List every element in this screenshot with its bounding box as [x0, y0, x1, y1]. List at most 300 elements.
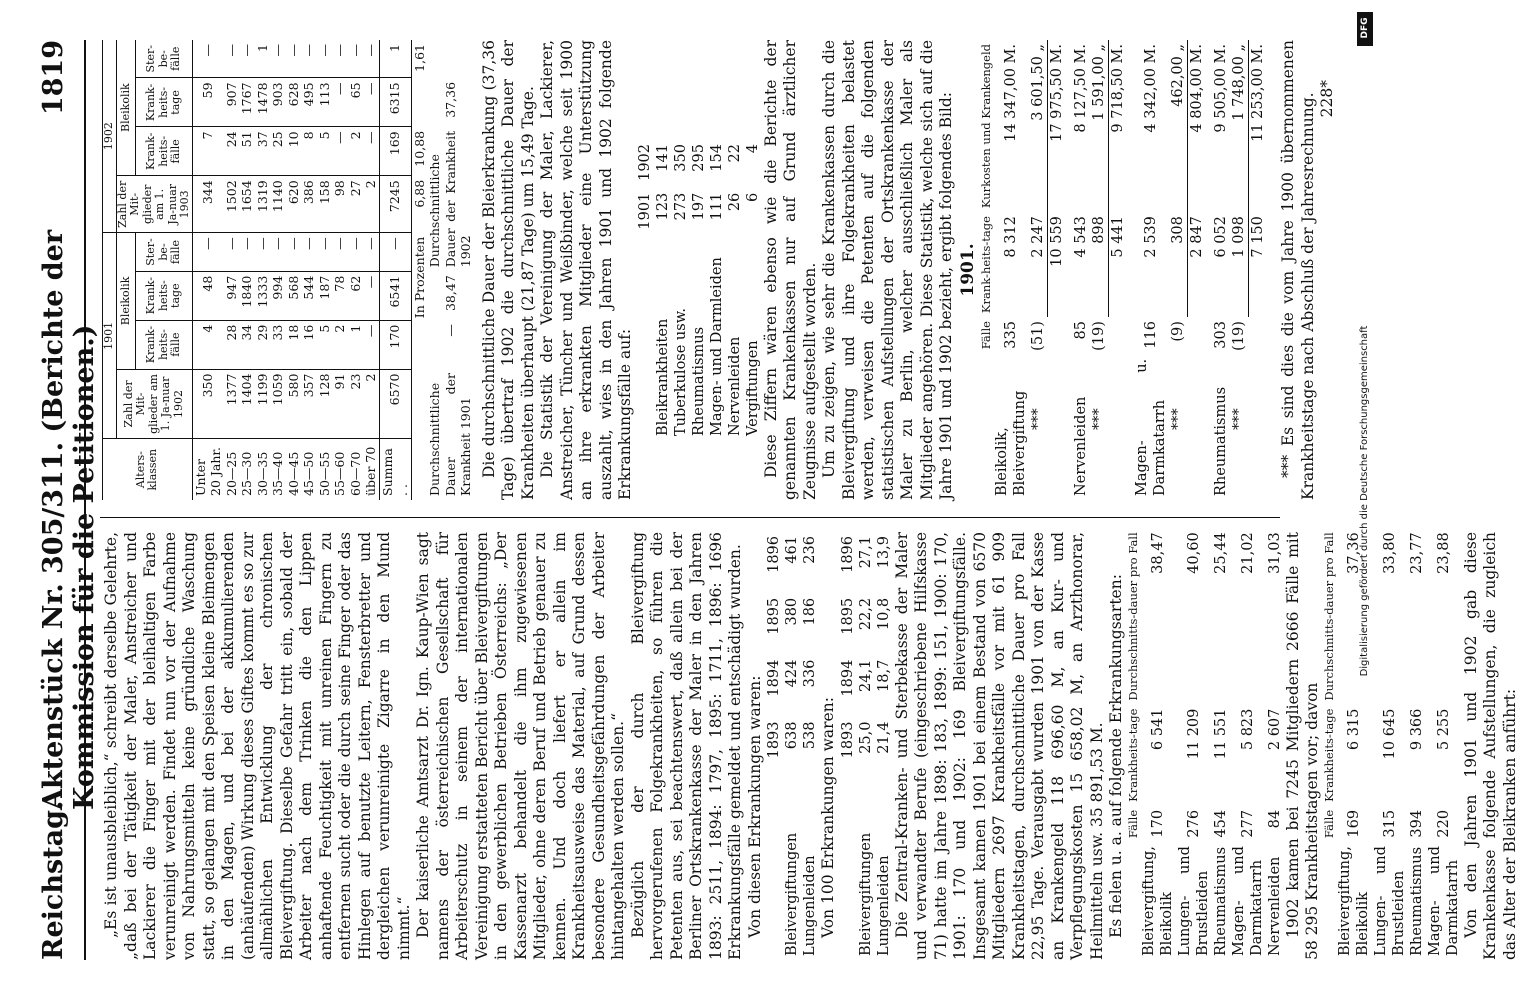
table-row: [192, 40, 224, 500]
cell: 620: [286, 176, 302, 233]
row-label: Lungen- und Brustleiden: [1372, 846, 1407, 956]
cell: —: [317, 40, 333, 78]
cell: 344: [192, 176, 224, 233]
cell: 25,0: [857, 721, 874, 754]
cell: 1 591,00 „: [1091, 44, 1107, 121]
table-row: [993, 40, 1029, 500]
cell: 236: [802, 536, 818, 564]
cell: 6 315: [1345, 708, 1362, 751]
cell: 18: [286, 320, 302, 369]
cell: —: [301, 40, 317, 78]
cell: 628: [286, 78, 302, 127]
year-header: 1902: [636, 144, 653, 181]
cell: 1,61: [411, 44, 427, 72]
cell: —: [192, 233, 224, 271]
table-row: [690, 140, 708, 440]
cell: 113: [317, 78, 333, 127]
age-label: 20—25: [223, 451, 239, 496]
members-header: Zahl der Mit-glieder am 1. Ja-nuar 1902: [116, 369, 192, 439]
illness-table-1901: [1127, 528, 1284, 960]
cell: —: [348, 233, 364, 271]
percent-label: In Prozenten: [411, 236, 427, 319]
table-caption: Von 100 Erkrankungen waren:: [819, 697, 837, 938]
cell: 495: [301, 78, 317, 127]
row-label: Bleivergiftung, Bleikolik: [1140, 846, 1175, 956]
row-label: Lungenleiden: [802, 855, 818, 956]
table-row: [801, 532, 819, 960]
cell: 128: [317, 369, 333, 439]
cell: 903: [270, 78, 286, 127]
cell: 10,88: [411, 130, 427, 167]
age-class-table: [102, 40, 474, 500]
cell: —: [379, 233, 411, 271]
cell: 62: [348, 271, 364, 320]
cell: —: [224, 40, 240, 78]
table-row: [783, 532, 801, 960]
table-row: [672, 140, 690, 440]
age-label: 60—70: [347, 451, 363, 496]
row-label: Vergiftungen: [744, 340, 761, 436]
cell: 14 347,00 M.: [1003, 44, 1019, 142]
age-label: 40—45: [285, 451, 301, 496]
row-label: Rheumatismus: [690, 326, 707, 436]
lead-colic-header: Bleikolik: [116, 233, 136, 369]
table-row: [857, 532, 875, 960]
cell: 357: [301, 369, 317, 439]
cell: 580: [286, 369, 302, 439]
total-cell: 7 150: [1249, 212, 1268, 317]
row-label: Bleikolik, Bleivergiftung: [994, 390, 1028, 496]
cell: 169: [1345, 809, 1362, 838]
cell: 454: [1212, 809, 1229, 838]
cell: 8: [301, 127, 317, 176]
cell: 3 601,50 „: [1030, 44, 1046, 121]
cell: 22,2: [857, 597, 874, 631]
cell: —: [286, 40, 302, 78]
paragraph: Diese Ziffern wären ebenso wie die Berichte der genannten Krankenkassen nur auf Grund ärztlicher Zeugnisse aufgestellt worden.: [761, 40, 819, 500]
left-column: [102, 532, 1520, 960]
cell: 6 541: [1149, 708, 1166, 751]
table-row: [1090, 40, 1109, 500]
average-row: [427, 40, 474, 500]
cell: 1404: [239, 369, 255, 439]
cell: 187: [317, 271, 333, 320]
age-label: 45—50: [301, 451, 316, 496]
cell: 33: [270, 320, 286, 369]
cell: (51): [1030, 321, 1047, 351]
age-table-body: [192, 40, 379, 500]
cell: 22: [726, 144, 743, 163]
column-divider: [100, 517, 1280, 518]
dfg-logo-label: DFG: [1360, 17, 1370, 39]
row-label: Nervenleiden: [1073, 396, 1089, 496]
cell: 170: [1149, 809, 1166, 838]
year-header: 1894: [766, 659, 782, 697]
page-header: [28, 40, 100, 960]
table-row: [1140, 528, 1176, 960]
table-row: [1426, 528, 1462, 960]
paragraph: 1902 kamen bei 7245 Mitgliedern 2666 Fälle mit 58 295 Krankheitstagen vor; davon: [1283, 532, 1321, 960]
deaths-header: Ster-be-fälle: [136, 40, 192, 78]
table-row: [744, 140, 762, 440]
total-row: [1249, 40, 1268, 500]
cell: 5 823: [1239, 708, 1256, 751]
age-label: 55—60: [332, 451, 347, 496]
cell: —: [224, 233, 240, 271]
table-row: [1230, 528, 1266, 960]
row-label: Bleivergiftung, Bleikolik: [1336, 846, 1371, 956]
cell: 11 209: [1185, 708, 1202, 760]
cell: 78: [332, 271, 348, 320]
total-cell: 11 253,00 M.: [1249, 40, 1268, 212]
row-label: Magen- u. Darmkatarrh: [1134, 358, 1168, 496]
column-header: Krank-heits-tage: [979, 216, 993, 314]
cell: 25: [270, 127, 286, 176]
age-label: über 70: [363, 446, 378, 496]
cell: 568: [286, 271, 302, 320]
row-label: Rheumatismus: [1408, 846, 1425, 956]
row-label: Nervenleiden: [726, 336, 743, 436]
page-reference: 228*: [1318, 80, 1336, 118]
paragraph: Bezüglich der durch Bleivergiftung hervorgerufenen Folgekrankheiten, so führen die Petenten aus, sei beachtenswert, daß allein bei der Berliner Ortskrankenkasse der Maler in den Jahren 1893: 2511, 1894: 1797, 1895: 1711, 1896: 1696 Erkrankungsfälle gemeldet und entschädigt wurden.: [628, 532, 744, 960]
cell: 38,47: [442, 275, 458, 312]
column-header: Durchschnitts-dauer pro Fall: [1125, 532, 1140, 701]
table-row: [317, 40, 333, 500]
cell: (19): [1231, 321, 1248, 351]
table-row: [1212, 528, 1230, 960]
table-row: [1230, 40, 1249, 500]
row-label: Lungen- und Brustleiden: [1176, 846, 1211, 956]
cell: 111: [708, 192, 725, 221]
cell: 4 543: [1073, 216, 1089, 258]
cell: 277: [1239, 809, 1256, 838]
cell: 23: [348, 369, 364, 439]
cell: 48: [192, 271, 224, 320]
days-header: Krank-heits-tage: [136, 78, 192, 127]
cell: 315: [1381, 809, 1398, 838]
cell: 462,00 „: [1170, 44, 1186, 107]
header-rule: [84, 40, 86, 960]
cell: 84: [1266, 809, 1283, 829]
row-label: Nervenleiden: [1266, 856, 1283, 956]
cell: 461: [784, 536, 800, 564]
cell: 31,03: [1266, 532, 1283, 574]
cell: 8 312: [1003, 216, 1019, 258]
right-column: [102, 40, 1338, 500]
cell: 9 366: [1408, 708, 1425, 751]
table-row: [286, 40, 302, 500]
cell: —: [286, 233, 302, 271]
age-label: 30—35: [254, 451, 270, 496]
cell: 59: [192, 78, 224, 127]
cell: 6: [744, 192, 761, 202]
average-label: Durchschnittliche Dauer der Krankheit 1901: [427, 373, 473, 496]
table-row: [654, 140, 672, 440]
year-heading: 1901.: [957, 243, 978, 297]
page-number: 1819: [38, 40, 69, 116]
stars-marker: ***: [1030, 408, 1047, 430]
cell: —: [363, 271, 379, 320]
cell: 141: [654, 144, 671, 172]
cell: —: [301, 233, 317, 271]
cell: 37,36: [442, 81, 458, 118]
table-caption: Von diesen Erkrankungen waren:: [745, 675, 764, 938]
paragraph: Die durchschnittliche Dauer der Bleierkrankung (37,36 Tage) übertraf 1902 die durchschnittliche Dauer der Krankheiten überhaupt (21,87 Tage) um 15,49 Tage.: [479, 40, 537, 500]
cell: 394: [1408, 809, 1425, 838]
cell: 907: [224, 78, 240, 127]
cell: 1478: [255, 78, 271, 127]
cell: 2: [363, 369, 379, 439]
cell: 6541: [379, 271, 411, 320]
cell: 2: [363, 176, 379, 233]
column-header: Fälle: [1125, 809, 1140, 839]
column-header: Fälle: [1321, 809, 1336, 839]
cell: 37: [255, 127, 271, 176]
lead-colic-header: Bleikolik: [116, 40, 136, 176]
cell: 1333: [255, 271, 271, 320]
cell: 27: [348, 176, 364, 233]
sum-row: [379, 40, 411, 500]
cell: (9): [1170, 321, 1187, 342]
table-row: [301, 40, 317, 500]
percent-row: [411, 40, 427, 500]
paragraph: Der kaiserliche Amtsarzt Dr. Ign. Kaup-Wien sagt namens der österreichischen Gesellschaft für Arbeiterschutz in seinem der internationalen Vereinigung erstatteten Bericht über Bleivergiftungen in den gewerblichen Betrieben Österreichs: „Der Kassenarzt behandelt die ihm zugewiesenen Mitglieder, ohne deren Beruf und Betrieb genauer zu kennen. Und doch liefert er allein im Krankheitsausweise das Material, auf Grund dessen besondere Gesundheitsgefährdungen der Arbeiter hintangehalten werden sollen.“: [414, 532, 627, 960]
cell: 98: [332, 176, 348, 233]
column-header: Fälle: [979, 321, 993, 350]
stars-marker: ***: [1091, 408, 1108, 430]
cell: —: [332, 78, 348, 127]
cell: 1654: [239, 176, 255, 233]
cell: —: [255, 233, 271, 271]
cell: 1767: [239, 78, 255, 127]
row-label: Rheumatismus: [1212, 846, 1229, 956]
table-row: [1176, 528, 1212, 960]
row-label: Lungenleiden: [875, 855, 892, 956]
cell: —: [442, 324, 458, 337]
year-header: 1895: [839, 597, 856, 635]
cost-table-body: [993, 40, 1273, 500]
cell: 5: [317, 320, 333, 369]
table-row: [1266, 528, 1284, 960]
year-header: 1902: [103, 40, 117, 233]
cell: 28: [224, 320, 240, 369]
cell: 1: [379, 40, 411, 78]
cell: —: [363, 233, 379, 271]
age-label: 50—55: [316, 451, 332, 496]
cell: 116: [1143, 321, 1159, 349]
cell: 350: [192, 369, 224, 439]
days-header: Krank-heits-tage: [136, 271, 192, 320]
column-header: Krankheits-tage: [1125, 708, 1140, 802]
stars-marker: ***: [1231, 408, 1248, 430]
paragraph: „Es ist unausbleiblich,“ schreibt derselbe Gelehrte, „daß bei der Tätigkeit der Maler, Anstreicher und Lackierer die Finger mit der bleihaltigen Farbe verunreinigt werden. Findet nun vor der Aufnahme von Nahrungsmitteln keine gründliche Waschung statt, so gelangen mit den Speisen kleine Bleimengen in den Magen, und bei der akkumulierenden (anhäufenden) Wirkung dieses Giftes kommt es so zur allmählichen Entwicklung der chronischen Bleivergiftung. Dieselbe Gefahr tritt ein, sobald der Arbeiter nach dem Trinken die den Lippen anhaftende Feuchtigkeit mit unreinen Fingern zu entfernen sucht oder die durch seine Finger oder das Hinlegen auf benutzte Leitern, Fensterbretter und dergleichen verunreinigte Zigarre in den Mund nimmt.“: [102, 532, 413, 960]
cell: 21,02: [1239, 532, 1256, 574]
cell: 1 748,00 „: [1231, 44, 1247, 121]
total-cell: 9 718,50 M.: [1109, 40, 1128, 212]
paragraph: Um zu zeigen, wie sehr die Krankenkassen durch die Bleivergiftung und ihre Folgekrankheiten belastet werden, verweisen die Petenten auf die folgenden statistischen Aufstellungen der Ortskrankenkasse der Maler zu Berlin, welcher ausschließlich Maler als Mitglieder angehören. Diese Statistik, welche sich auf die Jahre 1901 und 1902 bezieht, ergibt folgendes Bild:: [820, 40, 955, 500]
table-row: [1029, 40, 1048, 500]
year-header: 1894: [839, 659, 856, 697]
cell: 23,88: [1435, 532, 1452, 574]
table-row: [1169, 40, 1188, 500]
cell: 170: [379, 320, 411, 369]
cell: 21,4: [875, 721, 892, 754]
cell: 5: [317, 127, 333, 176]
row-label: Magen- und Darmkatarrh: [1230, 846, 1265, 956]
cell: 38,47: [1149, 532, 1166, 574]
cell: —: [192, 40, 224, 78]
row-label: Magen- und Darmleiden: [708, 257, 725, 436]
cell: 335: [1003, 321, 1019, 349]
stats-table-absolute: [765, 532, 819, 960]
row-label: Bleivergiftungen: [784, 832, 800, 956]
row-label: Bleivergiftungen: [857, 832, 874, 956]
cell: 13,9: [875, 536, 892, 569]
cell: 994: [270, 271, 286, 320]
cell: —: [363, 127, 379, 176]
digitization-note: Digitalisierung gefördert durch die Deutsche Forschungsgemeinschaft: [1359, 325, 1370, 677]
cell: —: [239, 233, 255, 271]
year-header: 1901: [103, 233, 117, 439]
total-cell: 10 559: [1048, 212, 1067, 317]
table-row: [255, 40, 271, 500]
total-row: [1109, 40, 1128, 500]
cell: 197: [690, 192, 707, 221]
cell: 1 098: [1231, 216, 1247, 258]
table-row: [708, 140, 726, 440]
cell: 2 247: [1030, 216, 1046, 258]
cell: —: [363, 78, 379, 127]
digitization-strip: [1354, 6, 1376, 996]
cell: 6570: [379, 369, 411, 439]
cell: 23,77: [1408, 532, 1425, 574]
cell: 1502: [224, 176, 240, 233]
row-label: Rheumatismus: [1213, 386, 1229, 496]
cell: 336: [802, 659, 818, 688]
cell: 11 551: [1212, 708, 1229, 760]
cell: 158: [317, 176, 333, 233]
cell: 7: [192, 127, 224, 176]
table-row: [348, 40, 364, 500]
cell: 9 505,00 M.: [1213, 44, 1229, 133]
cell: 33,80: [1381, 532, 1398, 574]
header-left: Reichstag.: [38, 800, 69, 960]
cell: 34: [239, 320, 255, 369]
sum-label: Summa . .: [379, 448, 410, 496]
table-row: [363, 40, 379, 500]
age-label: Unter 20 Jahr.: [192, 447, 223, 496]
cell: 51: [239, 127, 255, 176]
cell: 29: [255, 320, 271, 369]
cell: 24,1: [857, 659, 874, 692]
total-cell: 2 847: [1188, 212, 1207, 317]
cell: 4 342,00 M.: [1143, 44, 1159, 133]
cell: 37,36: [1345, 532, 1362, 574]
table-row: [1408, 528, 1426, 960]
total-cell: 4 804,00 M.: [1188, 40, 1207, 212]
cost-table: [980, 40, 1273, 500]
cell: 1140: [270, 176, 286, 233]
cell: 273: [672, 192, 689, 221]
paragraph: Die Zentral-Kranken- und Sterbekasse der Maler und verwandter Berufe (eingeschriebene Hilfskasse 71) hatte im Jahre 1898: 183, 1899: 151, 1900: 170, 1901: 170 und 1902: 169 Bleivergiftungsfälle. Insgesamt kamen 1901 bei einem Bestand von 6570 Mitgliedern 2697 Krankheitsfälle vor mit 61 909 Krankheitstagen, durchschnittliche Dauer pro Fall 22,95 Tage. Verausgabt wurden 1901 von der Kasse an Krankengeld 118 696,60 M, an Kur- und Verpflegungskosten 15 658,02 M, an Arzthonorar, Heilmitteln usw. 35 891,53 M.: [892, 532, 1106, 960]
average-label: Durchschnittliche Dauer der Krankheit 1902: [427, 130, 473, 268]
age-label: 35—40: [270, 451, 285, 496]
deaths-header: Ster-be-fälle: [136, 233, 192, 271]
cell: —: [332, 40, 348, 78]
cell: 10: [286, 127, 302, 176]
year-header: 1893: [766, 721, 782, 759]
total-cell: 5 441: [1109, 212, 1128, 317]
cell: 1199: [255, 369, 271, 439]
cell: 24: [224, 127, 240, 176]
cell: 4: [744, 144, 761, 154]
age-class-header: Alters-klassen: [133, 448, 160, 491]
cell: 2 607: [1266, 708, 1283, 751]
cases-header: Krank-heits-fälle: [136, 127, 192, 176]
cell: 27,1: [857, 536, 874, 569]
header-title: Aktenstück Nr. 305/311. (Berichte der Kommission für die Petitionen.): [38, 229, 100, 810]
cell: 26: [726, 192, 743, 212]
cell: 65: [348, 78, 364, 127]
year-header: 1901: [636, 192, 653, 230]
row-label: Bleikrankheiten: [654, 318, 671, 436]
cell: 16: [301, 320, 317, 369]
table-row: [224, 40, 240, 500]
spacer-row: [1267, 40, 1273, 500]
table-row: [1072, 40, 1090, 500]
cell: 947: [224, 271, 240, 320]
cell: 10,8: [875, 597, 892, 631]
cell: 2: [348, 127, 364, 176]
table-row: [270, 40, 286, 500]
cell: —: [270, 40, 286, 78]
table-row: [239, 40, 255, 500]
cell: 186: [802, 597, 818, 626]
cell: 424: [784, 659, 800, 688]
cell: —: [317, 233, 333, 271]
paragraph: Die Statistik der Vereinigung der Maler, Lackierer, Anstreicher, Tüncher und Weißbinder, welche seit 1900 an ihre erkrankten Mitglieder eine Unterstützung auszahlt, wies in den Jahren 1901 und 1902 folgende Erkrankungsfälle auf:: [538, 40, 634, 500]
cell: 85: [1073, 321, 1089, 340]
illness-table-1902: [1323, 528, 1462, 960]
cell: (19): [1091, 321, 1108, 351]
table-row: [726, 140, 744, 440]
cases-header: Krank-heits-fälle: [136, 320, 192, 369]
table-row: [332, 40, 348, 500]
cell: 40,60: [1185, 532, 1202, 574]
table-row: [875, 532, 893, 960]
cell: 169: [379, 127, 411, 176]
table-row: [1133, 40, 1169, 500]
stats-table-percent: [839, 532, 893, 960]
age-label: 25—30: [239, 451, 254, 496]
union-illness-table: [636, 140, 762, 440]
cell: —: [270, 233, 286, 271]
cell: —: [363, 320, 379, 369]
total-row: [1188, 40, 1207, 500]
cell: 1: [348, 320, 364, 369]
cell: 1059: [270, 369, 286, 439]
cell: 6,88: [411, 179, 427, 208]
total-row: [1048, 40, 1067, 500]
cell: 303: [1213, 321, 1229, 349]
cell: 1319: [255, 176, 271, 233]
footnote: *** Es sind dies die vom Jahre 1900 übernommenen Krankheitstage nach Abschluß der Jahresrechnung.: [1279, 40, 1317, 500]
year-header: 1896: [766, 536, 782, 573]
total-cell: 17 975,50 M.: [1048, 40, 1067, 212]
cell: 18,7: [875, 659, 892, 692]
cell: 1: [255, 40, 271, 78]
column-header: Krankheits-tage: [1321, 708, 1336, 802]
